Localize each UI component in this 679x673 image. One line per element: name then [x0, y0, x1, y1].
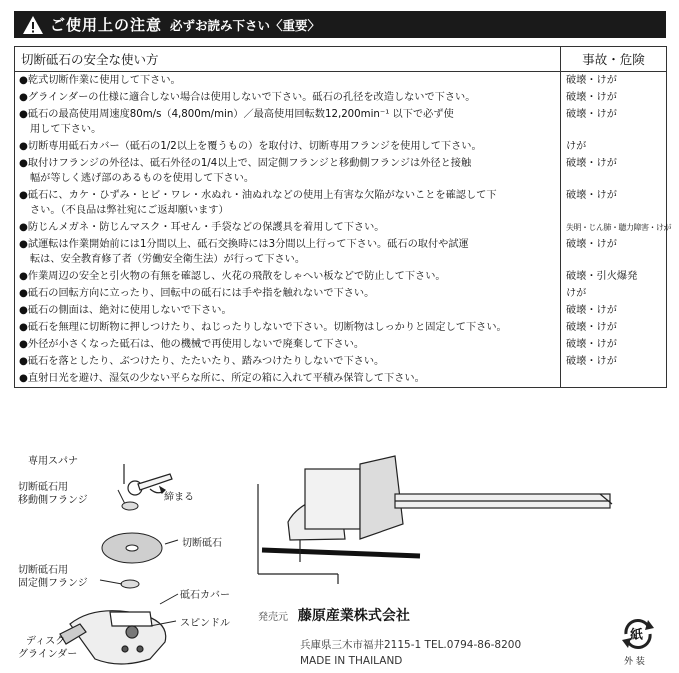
label-grinder-2: グラインダー [18, 649, 78, 660]
table-row [15, 302, 667, 319]
label-cover: 砥石カバー [180, 590, 230, 601]
row-text-line: ●砥石を無理に切断物に押しつけたり、ねじったりしないで下さい。切断物はしっかりと固定して下さい。 [19, 322, 507, 333]
row-hazard: 破壊・けが [561, 72, 667, 90]
row-text-line: ●砥石の側面は、絶対に使用しないで下さい。 [19, 305, 232, 316]
row-hazard: 破壊・けが [561, 89, 667, 106]
row-hazard: 破壊・引火爆発 [561, 268, 667, 285]
row-text [15, 353, 561, 370]
row-text-line: 幅が等しく逃げ部のあるものを使用して下さい。 [30, 173, 255, 184]
label-spindle: スピンドル [180, 618, 230, 629]
company-name: 藤原産業株式会社 [297, 608, 410, 624]
row-hazard: 破壊・けが [561, 236, 667, 268]
table-row [15, 187, 667, 219]
row-text-line: ●乾式切断作業に使用して下さい。 [19, 75, 181, 86]
row-text [15, 89, 561, 106]
table-row [15, 106, 667, 138]
row-text-line: ●切断専用砥石カバー（砥石の1/2以上を覆うもの）を取付け、切断専用フランジを使用して下さい。 [19, 141, 482, 152]
table-row [15, 336, 667, 353]
table-row [15, 155, 667, 187]
row-text-line: 転は、安全教育修了者（労働安全衛生法）が行って下さい。 [30, 254, 306, 265]
recycle-label: 外 装 [624, 657, 645, 667]
row-text [15, 155, 561, 187]
row-text-line: 用して下さい。 [30, 124, 102, 135]
row-hazard: 破壊・けが [561, 106, 667, 138]
row-text-line: ●取付けフランジの外径は、砥石外径の1/4以上で、固定側フランジと移動側フランジは外径と接触 [19, 158, 472, 169]
table-row [15, 353, 667, 370]
row-text [15, 319, 561, 336]
row-text [15, 236, 561, 268]
table-row [15, 285, 667, 302]
header-subtitle: 必ずお読み下さい〈重要〉 [170, 17, 321, 33]
table-row [15, 89, 667, 106]
table-row [15, 268, 667, 285]
seller-label: 発売元 [258, 612, 288, 623]
row-text-line: ●グラインダーの仕様に適合しない場合は使用しないで下さい。砥石の孔径を改造しないで下さい。 [19, 92, 476, 103]
header-bar [14, 11, 666, 38]
row-text [15, 268, 561, 285]
row-hazard: 破壊・けが [561, 336, 667, 353]
row-text-line: ●外径が小さくなった砥石は、他の機械で再使用しないで廃棄して下さい。 [19, 339, 365, 350]
row-text [15, 219, 561, 236]
label-fixed-flange-1: 切断砥石用 [18, 565, 68, 576]
row-text-line: ●防じんメガネ・防じんマスク・耳せん・手袋などの保護具を着用して下さい。 [19, 222, 385, 233]
made-in: MADE IN THAILAND [300, 655, 403, 667]
label-fixed-flange-2: 固定側フランジ [18, 578, 88, 589]
label-disc: 切断砥石 [182, 538, 222, 549]
row-text-line: ●砥石の最高使用周速度80m/s（4,800m/min）／最高使用回転数12,200min⁻¹ 以下で必ず使 [19, 109, 454, 120]
row-text [15, 370, 561, 388]
row-text-line: ●砥石の回転方向に立ったり、回転中の砥石には手や指を触れないで下さい。 [19, 288, 375, 299]
row-hazard: 破壊・けが [561, 353, 667, 370]
row-hazard: 破壊・けが [561, 187, 667, 219]
label-moving-flange-1: 切断砥石用 [18, 482, 68, 493]
row-text-line: ●作業周辺の安全と引火物の有無を確認し、火花の飛散をしゃへい板などで防止して下さい。 [19, 271, 446, 282]
paper-recycle-icon [618, 614, 658, 668]
table-row [15, 219, 667, 236]
header-title: ご使用上の注意 [50, 16, 163, 34]
row-text-line: ●砥石を落としたり、ぶつけたり、たたいたり、踏みつけたりしないで下さい。 [19, 356, 385, 367]
column-header-hazard: 事故・危険 [561, 47, 667, 72]
label-tighten: 締まる [164, 492, 194, 503]
safety-table [14, 46, 671, 388]
seller-line [258, 605, 410, 625]
row-text-line: さい。（不良品は弊社宛にご返却願います） [30, 205, 229, 216]
table-row [15, 72, 667, 90]
row-text [15, 187, 561, 219]
row-hazard [561, 370, 667, 388]
column-header-usage: 切断砥石の安全な使い方 [15, 47, 561, 72]
table-row [15, 319, 667, 336]
row-text [15, 336, 561, 353]
row-text [15, 106, 561, 138]
table-row [15, 138, 667, 155]
row-text [15, 138, 561, 155]
label-grinder-1: ディスク [26, 636, 66, 647]
row-hazard: 失明・じん肺・聴力障害・けが [561, 219, 667, 236]
row-text-line: ●試運転は作業開始前には1分間以上、砥石交換時には3分間以上行って下さい。砥石の取付や試運 [19, 239, 469, 250]
row-hazard: けが [561, 285, 667, 302]
row-hazard: 破壊・けが [561, 319, 667, 336]
label-moving-flange-2: 移動側フランジ [18, 495, 88, 506]
row-text [15, 302, 561, 319]
row-text-line: ●砥石に、カケ・ひずみ・ヒビ・ワレ・水ぬれ・油ぬれなどの使用上有害な欠陥がないことを確認して下 [19, 190, 497, 201]
company-address: 兵庫県三木市福井2115-1 TEL.0794-86-8200 [300, 639, 522, 651]
row-text [15, 72, 561, 90]
row-hazard: けが [561, 138, 667, 155]
table-row [15, 236, 667, 268]
warning-triangle-icon [20, 13, 46, 37]
row-text [15, 285, 561, 302]
recycle-mark-text: 紙 [630, 628, 644, 643]
row-text-line: ●直射日光を避け、湿気の少ない平らな所に、所定の箱に入れて平積み保管して下さい。 [19, 373, 425, 384]
row-hazard: 破壊・けが [561, 155, 667, 187]
table-row [15, 370, 667, 388]
label-spanner: 専用スパナ [28, 456, 78, 467]
row-hazard: 破壊・けが [561, 302, 667, 319]
